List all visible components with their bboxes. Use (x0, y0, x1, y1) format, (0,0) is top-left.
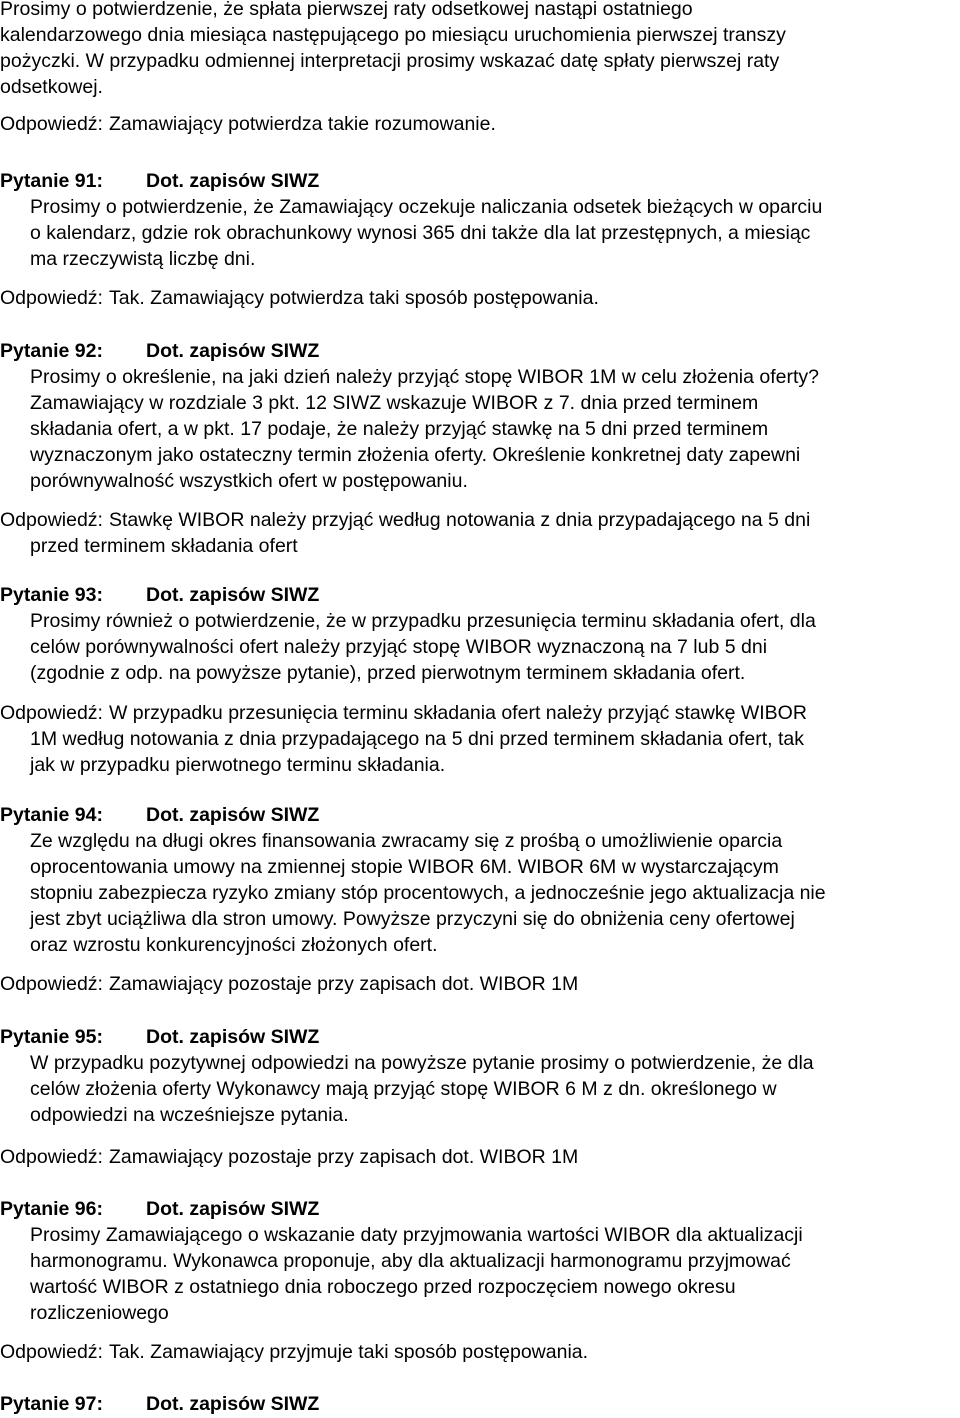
text-line: celów porównywalności ofert należy przyjąć stopę WIBOR wyznaczoną na 7 lub 5 dni (30, 636, 768, 658)
answer-text: 1M według notowania z dnia przypadającego na 5 dni przed terminem składania ofert, tak (30, 728, 804, 750)
question-label: Pytanie 95: (0, 1026, 103, 1048)
text-line: jest zbyt uciążliwa dla stron umowy. Powyższe przyczyni się do obniżenia ceny ofertowej (30, 908, 795, 930)
text-line: Prosimy również o potwierdzenie, że w przypadku przesunięcia terminu składania ofert, dla (30, 610, 816, 632)
question-label: Pytanie 94: (0, 804, 103, 826)
answer-text: Stawkę WIBOR należy przyjąć według notowania z dnia przypadającego na 5 dni (108, 509, 811, 531)
text-line: o kalendarz, gdzie rok obrachunkowy wynosi 365 dni także dla lat przestępnych, a miesiąc (30, 222, 811, 244)
answer-text: Zamawiający potwierdza takie rozumowanie. (108, 113, 496, 135)
question-label: Pytanie 93: (0, 584, 103, 606)
question-ref: Dot. zapisów SIWZ (146, 1026, 320, 1048)
text-line: Prosimy o potwierdzenie, że spłata pierwszej raty odsetkowej nastąpi ostatniego (0, 0, 693, 20)
text-line: wartość WIBOR z ostatniego dnia roboczego przed rozpoczęciem nowego okresu (30, 1276, 736, 1298)
question-96 (0, 1196, 960, 1326)
answer-94 (0, 971, 960, 997)
question-ref: Dot. zapisów SIWZ (146, 584, 320, 606)
question-ref: Dot. zapisów SIWZ (146, 1198, 320, 1220)
question-body (30, 1222, 960, 1326)
text-line: harmonogramu. Wykonawca proponuje, aby dla aktualizacji harmonogramu przyjmować (30, 1250, 791, 1272)
text-line: pożyczki. W przypadku odmiennej interpretacji prosimy wskazać datę spłaty pierwszej raty (0, 50, 780, 72)
question-93 (0, 582, 960, 686)
answer-91 (0, 285, 960, 311)
intro-paragraph (0, 0, 960, 100)
answer-label: Odpowiedź: (0, 1341, 103, 1363)
intro-answer (0, 111, 960, 137)
text-line: Prosimy o określenie, na jaki dzień należy przyjąć stopę WIBOR 1M w celu złożenia oferty? (30, 366, 819, 388)
question-body (30, 364, 960, 494)
text-line: celów złożenia oferty Wykonawcy mają przyjąć stopę WIBOR 6 M z dn. określonego w (30, 1078, 777, 1100)
answer-95 (0, 1144, 960, 1170)
text-line: Prosimy o potwierdzenie, że Zamawiający oczekuje naliczania odsetek bieżących w oparciu (30, 196, 823, 218)
answer-96 (0, 1339, 960, 1365)
question-92 (0, 338, 960, 494)
question-body (30, 608, 960, 686)
text-line: Ze względu na długi okres finansowania zwracamy się z prośbą o umożliwienie oparcia (30, 830, 783, 852)
question-ref: Dot. zapisów SIWZ (146, 340, 320, 362)
answer-label: Odpowiedź: (0, 287, 103, 309)
text-line: stopniu zabezpiecza ryzyko zmiany stóp procentowych, a jednocześnie jego aktualizacja nie (30, 882, 826, 904)
text-line: wyznaczonym jako ostateczny termin złożenia oferty. Określenie konkretnej daty zapewni (30, 444, 801, 466)
answer-label: Odpowiedź: (0, 973, 103, 995)
answer-text: Zamawiający pozostaje przy zapisach dot. WIBOR 1M (108, 973, 579, 995)
answer-label: Odpowiedź: (0, 509, 103, 531)
text-line: porównywalność wszystkich ofert w postępowaniu. (30, 470, 468, 492)
text-line: odsetkowej. (0, 76, 103, 98)
question-label: Pytanie 96: (0, 1198, 103, 1220)
answer-label: Odpowiedź: (0, 113, 103, 135)
text-line: rozliczeniowego (30, 1302, 169, 1324)
text-line: oprocentowania umowy na zmiennej stopie WIBOR 6M. WIBOR 6M w wystarczającym (30, 856, 779, 878)
question-label: Pytanie 91: (0, 170, 103, 192)
text-line: kalendarzowego dnia miesiąca następującego po miesiącu uruchomienia pierwszej transzy (0, 24, 786, 46)
answer-93 (0, 700, 960, 778)
question-94 (0, 802, 960, 958)
text-line: składania ofert, a w pkt. 17 podaje, że należy przyjąć stawkę na 5 dni przed terminem (30, 418, 769, 440)
question-body (30, 828, 960, 958)
answer-92 (0, 507, 960, 559)
text-line: odpowiedzi na wcześniejsze pytania. (30, 1104, 349, 1126)
question-97 (0, 1391, 960, 1417)
text-line: ma rzeczywistą liczbę dni. (30, 248, 256, 270)
answer-text: Tak. Zamawiający potwierdza taki sposób postępowania. (108, 287, 599, 309)
answer-text: jak w przypadku pierwotnego terminu składania. (30, 754, 446, 776)
answer-text: Zamawiający pozostaje przy zapisach dot. WIBOR 1M (108, 1146, 579, 1168)
text-line: Zamawiający w rozdziale 3 pkt. 12 SIWZ wskazuje WIBOR z 7. dnia przed terminem (30, 392, 759, 414)
question-ref: Dot. zapisów SIWZ (146, 170, 320, 192)
question-95 (0, 1024, 960, 1128)
text-line: W przypadku pozytywnej odpowiedzi na powyższe pytanie prosimy o potwierdzenie, że dla (30, 1052, 814, 1074)
question-body (30, 1050, 960, 1128)
question-body (30, 194, 960, 272)
text-line: oraz wzrostu konkurencyjności złożonych ofert. (30, 934, 438, 956)
question-91 (0, 168, 960, 272)
text-line: Prosimy Zamawiającego o wskazanie daty przyjmowania wartości WIBOR dla aktualizacji (30, 1224, 803, 1246)
question-ref: Dot. zapisów SIWZ (146, 1393, 320, 1415)
answer-text: W przypadku przesunięcia terminu składania ofert należy przyjąć stawkę WIBOR (108, 702, 807, 724)
question-ref: Dot. zapisów SIWZ (146, 804, 320, 826)
answer-text: Tak. Zamawiający przyjmuje taki sposób postępowania. (108, 1341, 589, 1363)
answer-label: Odpowiedź: (0, 702, 103, 724)
answer-text: przed terminem składania ofert (30, 535, 298, 557)
question-label: Pytanie 97: (0, 1393, 103, 1415)
text-line: (zgodnie z odp. na powyższe pytanie), przed pierwotnym terminem składania ofert. (30, 662, 746, 684)
answer-label: Odpowiedź: (0, 1146, 103, 1168)
question-label: Pytanie 92: (0, 340, 103, 362)
